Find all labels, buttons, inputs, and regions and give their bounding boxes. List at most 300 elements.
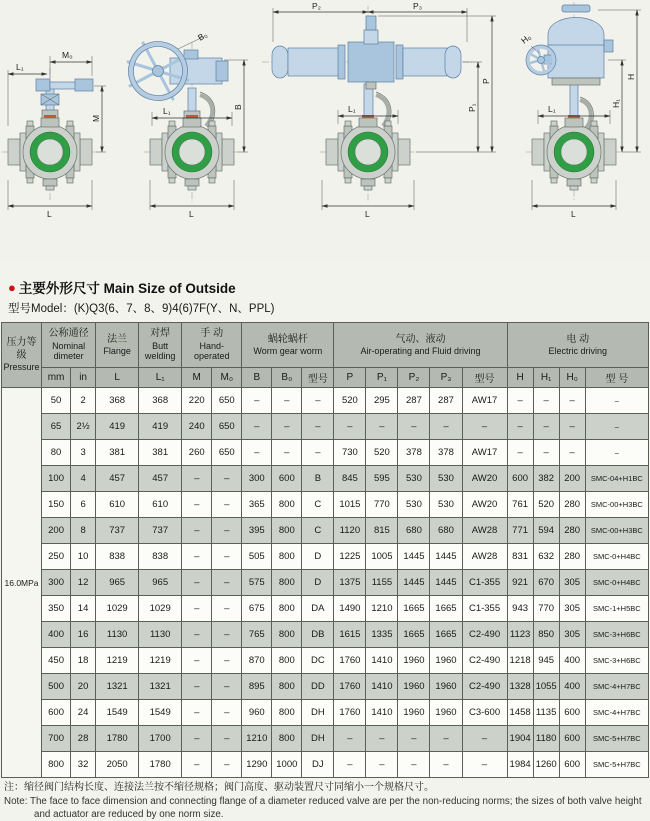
table-cell: 1410 xyxy=(366,674,398,700)
table-cell: AW17 xyxy=(462,388,507,414)
table-cell: SMC-0+H4BC xyxy=(585,544,648,570)
table-cell: 1445 xyxy=(398,570,430,596)
table-cell: 800 xyxy=(272,648,302,674)
table-cell: AW20 xyxy=(462,466,507,492)
subcol-in: in xyxy=(71,368,96,388)
table-cell: – xyxy=(302,440,334,466)
table-cell: 16 xyxy=(71,622,96,648)
table-cell: 240 xyxy=(182,414,212,440)
drawing-hand-lever-valve xyxy=(2,50,106,219)
table-cell: 200 xyxy=(559,466,585,492)
table-cell: 1445 xyxy=(430,570,462,596)
table-cell: 675 xyxy=(242,596,272,622)
table-cell: – xyxy=(212,622,242,648)
table-cell: 378 xyxy=(398,440,430,466)
table-cell: 300 xyxy=(42,570,71,596)
dim-label-p: P xyxy=(481,78,491,84)
table-cell: 1335 xyxy=(366,622,398,648)
subcol-B0: B₀ xyxy=(272,368,302,388)
table-cell: – xyxy=(462,414,507,440)
table-cell: 1960 xyxy=(430,700,462,726)
table-cell: – xyxy=(212,492,242,518)
table-cell: C2-490 xyxy=(462,674,507,700)
table-cell: 530 xyxy=(430,466,462,492)
table-cell: 520 xyxy=(533,492,559,518)
table-cell: 530 xyxy=(430,492,462,518)
table-row xyxy=(2,518,649,544)
table-cell: 1375 xyxy=(334,570,366,596)
notes xyxy=(4,781,650,821)
table-cell: – xyxy=(302,414,334,440)
table-cell: 1665 xyxy=(398,596,430,622)
table-cell: 12 xyxy=(71,570,96,596)
table-cell: – xyxy=(585,440,648,466)
table-cell: 1760 xyxy=(334,648,366,674)
table-cell: – xyxy=(334,726,366,752)
table-cell: 280 xyxy=(559,544,585,570)
table-cell: 1000 xyxy=(272,752,302,778)
table-cell: 1760 xyxy=(334,674,366,700)
table-cell: 3 xyxy=(71,440,96,466)
table-cell: 800 xyxy=(272,570,302,596)
table-cell: 771 xyxy=(507,518,533,544)
table-cell: 1780 xyxy=(139,752,182,778)
table-cell: – xyxy=(302,388,334,414)
table-cell: 80 xyxy=(42,440,71,466)
dim-label-l1: L₁ xyxy=(348,104,356,114)
drawing-pneumatic-valve xyxy=(262,1,496,219)
subcol-P3: P₃ xyxy=(430,368,462,388)
table-cell: 18 xyxy=(71,648,96,674)
table-cell: C xyxy=(302,518,334,544)
table-cell: SMC-4+H7BC xyxy=(585,700,648,726)
table-cell: – xyxy=(559,388,585,414)
subcol-H0: H₀ xyxy=(559,368,585,388)
dim-label-h0: H₀ xyxy=(519,31,533,46)
drawing-electric-valve xyxy=(519,2,641,219)
dim-label-l1: L₁ xyxy=(548,104,556,114)
table-row xyxy=(2,622,649,648)
table-cell: 1321 xyxy=(96,674,139,700)
table-cell: 800 xyxy=(272,492,302,518)
table-cell: – xyxy=(334,414,366,440)
table-cell: 1130 xyxy=(139,622,182,648)
table-cell: – xyxy=(398,414,430,440)
valve-drawings-svg xyxy=(0,0,650,262)
table-cell: 368 xyxy=(139,388,182,414)
table-row xyxy=(2,466,649,492)
table-cell: 400 xyxy=(42,622,71,648)
table-cell: 1960 xyxy=(398,648,430,674)
table-cell: 1960 xyxy=(398,674,430,700)
model-value: (K)Q3(6、7、8、9)4(6)7F(Y、N、PPL) xyxy=(73,303,275,315)
table-cell: – xyxy=(430,414,462,440)
table-cell: AW20 xyxy=(462,492,507,518)
table-cell: 960 xyxy=(242,700,272,726)
table-cell: – xyxy=(585,388,648,414)
table-cell: – xyxy=(272,440,302,466)
table-cell: 1120 xyxy=(334,518,366,544)
table-cell: – xyxy=(242,440,272,466)
table-cell: – xyxy=(559,440,585,466)
dim-label-p2: P₂ xyxy=(312,1,321,11)
table-cell: 382 xyxy=(533,466,559,492)
subcol-B: B xyxy=(242,368,272,388)
table-cell: 32 xyxy=(71,752,96,778)
table-cell: 1458 xyxy=(507,700,533,726)
dim-label-l: L xyxy=(365,209,370,219)
table-cell: 650 xyxy=(212,414,242,440)
table-cell: – xyxy=(242,414,272,440)
table-cell: 870 xyxy=(242,648,272,674)
table-cell: 680 xyxy=(398,518,430,544)
table-cell: 8 xyxy=(71,518,96,544)
table-cell: DB xyxy=(302,622,334,648)
table-cell: 395 xyxy=(242,518,272,544)
table-cell: 1490 xyxy=(334,596,366,622)
table-cell: 600 xyxy=(507,466,533,492)
table-cell: 287 xyxy=(398,388,430,414)
table-cell: 250 xyxy=(42,544,71,570)
table-cell: AW17 xyxy=(462,440,507,466)
drawing-worm-gear-valve xyxy=(113,26,248,219)
table-cell: 2050 xyxy=(96,752,139,778)
table-cell: 1155 xyxy=(366,570,398,596)
table-cell: – xyxy=(182,596,212,622)
table-cell: 1219 xyxy=(139,648,182,674)
table-cell: 20 xyxy=(71,674,96,700)
table-cell: – xyxy=(182,518,212,544)
table-cell: 831 xyxy=(507,544,533,570)
technical-drawings xyxy=(0,0,650,262)
table-cell: 765 xyxy=(242,622,272,648)
table-cell: 1410 xyxy=(366,648,398,674)
table-cell: 1615 xyxy=(334,622,366,648)
table-cell: – xyxy=(334,752,366,778)
table-cell: 419 xyxy=(139,414,182,440)
model-label: 型号Model： xyxy=(8,303,74,315)
note-zh: 注：缩径阀门结构长度、连接法兰按不缩径规格；阀门高度、驱动装置尺寸同缩小一个规格尺寸。 xyxy=(4,782,434,793)
table-cell: 1700 xyxy=(139,726,182,752)
table-cell: 1960 xyxy=(398,700,430,726)
table-cell: 1005 xyxy=(366,544,398,570)
table-cell: D xyxy=(302,544,334,570)
table-cell: 14 xyxy=(71,596,96,622)
table-cell: – xyxy=(212,544,242,570)
table-cell: 400 xyxy=(559,674,585,700)
table-cell: – xyxy=(398,752,430,778)
header-group-worm-gear: 蜗轮蜗杆 Worm gear worm xyxy=(242,323,334,368)
table-cell: DH xyxy=(302,726,334,752)
table-cell: 1665 xyxy=(430,596,462,622)
dim-label-b0: B₀ xyxy=(196,29,209,43)
table-cell: – xyxy=(182,622,212,648)
table-cell: 800 xyxy=(272,596,302,622)
table-cell: 965 xyxy=(96,570,139,596)
dim-label-b: B xyxy=(233,104,243,110)
table-cell: 600 xyxy=(559,726,585,752)
table-cell: 730 xyxy=(334,440,366,466)
table-cell: AW28 xyxy=(462,518,507,544)
model-line xyxy=(8,300,650,317)
table-cell: 1260 xyxy=(533,752,559,778)
table-cell: DJ xyxy=(302,752,334,778)
table-cell: 450 xyxy=(42,648,71,674)
table-cell: SMC-4+H7BC xyxy=(585,674,648,700)
note-en-line1: Note: The face to face dimension and connecting flange of a diameter reduced valve are per the non-reducing norms; the sizes of both valve height xyxy=(4,796,642,807)
table-cell: 737 xyxy=(139,518,182,544)
table-cell: 24 xyxy=(71,700,96,726)
table-cell: – xyxy=(212,726,242,752)
table-cell: 1029 xyxy=(139,596,182,622)
table-cell: SMC-5+H7BC xyxy=(585,726,648,752)
table-cell: 1760 xyxy=(334,700,366,726)
table-cell: 943 xyxy=(507,596,533,622)
table-cell: 1210 xyxy=(366,596,398,622)
table-cell: DD xyxy=(302,674,334,700)
table-cell: 1219 xyxy=(96,648,139,674)
table-cell: 838 xyxy=(96,544,139,570)
table-cell: 737 xyxy=(96,518,139,544)
table-cell: – xyxy=(212,700,242,726)
table-cell: – xyxy=(212,674,242,700)
table-cell: 680 xyxy=(430,518,462,544)
table-cell: 1549 xyxy=(96,700,139,726)
table-cell: 530 xyxy=(398,466,430,492)
dim-label-p1: P₁ xyxy=(467,103,477,112)
table-cell: – xyxy=(182,570,212,596)
table-cell: 2 xyxy=(71,388,96,414)
table-cell: 1225 xyxy=(334,544,366,570)
table-cell: 520 xyxy=(366,440,398,466)
table-cell: 1210 xyxy=(242,726,272,752)
subcol-L: L xyxy=(96,368,139,388)
table-row xyxy=(2,648,649,674)
table-cell: 1218 xyxy=(507,648,533,674)
table-cell: – xyxy=(272,414,302,440)
table-cell: – xyxy=(182,466,212,492)
table-cell: 457 xyxy=(96,466,139,492)
subcol-L1: L₁ xyxy=(139,368,182,388)
table-cell: 2½ xyxy=(71,414,96,440)
table-cell: – xyxy=(212,752,242,778)
table-cell: 921 xyxy=(507,570,533,596)
table-cell: – xyxy=(212,570,242,596)
table-row xyxy=(2,440,649,466)
header-pressure: 压力等级 Pressure xyxy=(2,323,42,388)
table-cell: 500 xyxy=(42,674,71,700)
table-cell: – xyxy=(398,726,430,752)
table-cell: – xyxy=(366,414,398,440)
table-cell: – xyxy=(366,726,398,752)
table-cell: 650 xyxy=(212,440,242,466)
dim-label-p3: P₃ xyxy=(413,1,423,11)
table-cell: C1-355 xyxy=(462,596,507,622)
header-group-air-fluid: 气动、液动 Air-operating and Fluid driving xyxy=(334,323,507,368)
table-cell: 1130 xyxy=(96,622,139,648)
table-cell: B xyxy=(302,466,334,492)
table-cell: – xyxy=(212,466,242,492)
table-cell: 280 xyxy=(559,518,585,544)
table-cell: 945 xyxy=(533,648,559,674)
table-cell: 305 xyxy=(559,622,585,648)
table-row xyxy=(2,388,649,414)
table-cell: 100 xyxy=(42,466,71,492)
table-cell: – xyxy=(182,726,212,752)
table-cell: C2-490 xyxy=(462,622,507,648)
table-row xyxy=(2,492,649,518)
table-cell: SMC-3+H6BC xyxy=(585,648,648,674)
table-cell: C1-355 xyxy=(462,570,507,596)
table-cell: 350 xyxy=(42,596,71,622)
table-cell: 650 xyxy=(212,388,242,414)
table-cell: 800 xyxy=(272,518,302,544)
subcol-H1: H₁ xyxy=(533,368,559,388)
table-cell: 800 xyxy=(272,622,302,648)
table-cell: D xyxy=(302,570,334,596)
table-cell: 815 xyxy=(366,518,398,544)
table-cell: 1665 xyxy=(430,622,462,648)
table-cell: 610 xyxy=(96,492,139,518)
table-cell: 520 xyxy=(334,388,366,414)
table-cell: 1780 xyxy=(96,726,139,752)
table-cell: 1904 xyxy=(507,726,533,752)
table-cell: 150 xyxy=(42,492,71,518)
table-cell: – xyxy=(462,752,507,778)
subcol-P2: P₂ xyxy=(398,368,430,388)
dim-label-l1: L₁ xyxy=(16,62,24,72)
table-cell: 1135 xyxy=(533,700,559,726)
subcol-M: M xyxy=(182,368,212,388)
table-cell: – xyxy=(212,518,242,544)
note-en-line2: and actuator are reduced by one norm size. xyxy=(34,809,224,820)
dim-label-l: L xyxy=(571,209,576,219)
dim-label-l: L xyxy=(47,209,52,219)
table-cell: AW28 xyxy=(462,544,507,570)
table-cell: 1015 xyxy=(334,492,366,518)
table-cell: 965 xyxy=(139,570,182,596)
table-cell: 65 xyxy=(42,414,71,440)
table-cell: SMC-1+H5BC xyxy=(585,596,648,622)
table-cell: 1549 xyxy=(139,700,182,726)
table-cell: 1665 xyxy=(398,622,430,648)
table-row xyxy=(2,414,649,440)
table-cell: 575 xyxy=(242,570,272,596)
table-cell: 378 xyxy=(430,440,462,466)
subcol-M0: M₀ xyxy=(212,368,242,388)
table-cell: – xyxy=(182,492,212,518)
table-row xyxy=(2,674,649,700)
table-cell: 770 xyxy=(533,596,559,622)
table-body xyxy=(2,388,649,778)
table-cell: 419 xyxy=(96,414,139,440)
table-row xyxy=(2,726,649,752)
table-cell: 1055 xyxy=(533,674,559,700)
table-cell: SMC-00+H3BC xyxy=(585,518,648,544)
table-cell: – xyxy=(585,414,648,440)
table-cell: 770 xyxy=(366,492,398,518)
table-cell: – xyxy=(182,752,212,778)
subcol-worm-model: 型号 xyxy=(302,368,334,388)
dim-label-m0: M₀ xyxy=(62,50,73,60)
subcol-H: H xyxy=(507,368,533,388)
subheader-row xyxy=(2,368,649,388)
table-cell: 10 xyxy=(71,544,96,570)
table-cell: DA xyxy=(302,596,334,622)
table-cell: – xyxy=(212,596,242,622)
subcol-electric-model: 型 号 xyxy=(585,368,648,388)
table-cell: 457 xyxy=(139,466,182,492)
table-cell: – xyxy=(366,752,398,778)
table-cell: DC xyxy=(302,648,334,674)
table-cell: – xyxy=(182,700,212,726)
table-cell: 200 xyxy=(42,518,71,544)
table-cell: 600 xyxy=(559,700,585,726)
table-cell: 368 xyxy=(96,388,139,414)
table-cell: 4 xyxy=(71,466,96,492)
table-cell: 1029 xyxy=(96,596,139,622)
table-cell: DH xyxy=(302,700,334,726)
header-group-butt-welding: 对焊 Butt welding xyxy=(139,323,182,368)
table-cell: 595 xyxy=(366,466,398,492)
table-cell: 800 xyxy=(272,726,302,752)
table-cell: 800 xyxy=(272,544,302,570)
table-cell: 300 xyxy=(242,466,272,492)
subcol-P: P xyxy=(334,368,366,388)
table-cell: 670 xyxy=(533,570,559,596)
table-cell: 305 xyxy=(559,596,585,622)
header-group-flange: 法兰 Flange xyxy=(96,323,139,368)
subcol-air-model: 型号 xyxy=(462,368,507,388)
table-cell: 1984 xyxy=(507,752,533,778)
table-row xyxy=(2,596,649,622)
table-cell: 1445 xyxy=(398,544,430,570)
pressure-value: 16.0MPa xyxy=(2,388,42,778)
table-cell: – xyxy=(242,388,272,414)
table-cell: SMC-04+H1BC xyxy=(585,466,648,492)
table-cell: 220 xyxy=(182,388,212,414)
header-group-nominal-diameter: 公称通径 Nominal dimeter xyxy=(42,323,96,368)
table-cell: 505 xyxy=(242,544,272,570)
table-cell: – xyxy=(533,388,559,414)
table-cell: – xyxy=(430,752,462,778)
table-cell: SMC-00+H3BC xyxy=(585,492,648,518)
table-cell: C2-490 xyxy=(462,648,507,674)
table-cell: – xyxy=(507,414,533,440)
dim-label-m: M xyxy=(91,114,101,122)
table-cell: C3-600 xyxy=(462,700,507,726)
table-cell: 1290 xyxy=(242,752,272,778)
table-cell: 381 xyxy=(96,440,139,466)
header-group-hand-operated: 手 动 Hand-operated xyxy=(182,323,242,368)
table-cell: – xyxy=(182,648,212,674)
table-row xyxy=(2,752,649,778)
table-cell: – xyxy=(507,388,533,414)
table-row xyxy=(2,700,649,726)
table-cell: 838 xyxy=(139,544,182,570)
table-cell: 800 xyxy=(42,752,71,778)
table-cell: 1960 xyxy=(430,674,462,700)
table-cell: 850 xyxy=(533,622,559,648)
table-cell: 1321 xyxy=(139,674,182,700)
table-cell: 845 xyxy=(334,466,366,492)
table-cell: 1960 xyxy=(430,648,462,674)
table-cell: 305 xyxy=(559,570,585,596)
table-cell: 50 xyxy=(42,388,71,414)
table-row xyxy=(2,570,649,596)
header-group-row xyxy=(2,323,649,368)
table-cell: 800 xyxy=(272,674,302,700)
